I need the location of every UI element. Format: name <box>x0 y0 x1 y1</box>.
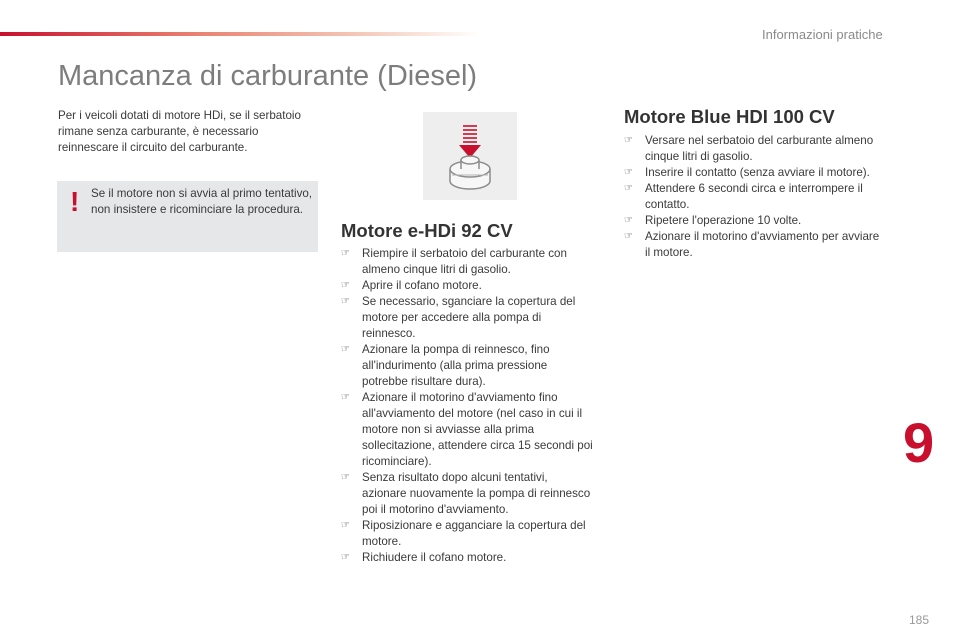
pointing-hand-icon: ☞ <box>624 183 633 194</box>
list-item <box>624 133 886 165</box>
page-title: Mancanza di carburante (Diesel) <box>58 60 478 92</box>
list-item <box>624 181 886 213</box>
list-item <box>624 229 886 261</box>
chapter-number: 9 <box>903 411 935 474</box>
pointing-hand-icon: ☞ <box>341 472 350 483</box>
pointing-hand-icon: ☞ <box>341 392 350 403</box>
section-heading-bluehdi: Motore Blue HDI 100 CV <box>624 106 835 127</box>
top-accent-bar <box>0 32 480 36</box>
list-item <box>341 470 595 518</box>
step-text: Senza risultato dopo alcuni tentativi, azionare nuovamente la pompa di reinnesco poi il motorino d'avviamento. <box>362 471 591 516</box>
section-label: Informazioni pratiche <box>762 27 883 42</box>
step-text: Azionare la pompa di reinnesco, fino all'indurimento (alla prima pressione potrebbe risultare dura). <box>362 343 550 388</box>
list-item <box>341 342 595 390</box>
steps-list-ehdi <box>341 246 595 566</box>
intro-text: Per i veicoli dotati di motore HDi, se il serbatoio rimane senza carburante, è necessario reinnescare il circuito del carburante. <box>58 109 301 154</box>
pointing-hand-icon: ☞ <box>341 344 350 355</box>
list-item <box>624 165 886 181</box>
step-text: Riempire il serbatoio del carburante con almeno cinque litri di gasolio. <box>362 247 567 276</box>
step-text: Versare nel serbatoio del carburante almeno cinque litri di gasolio. <box>645 134 874 163</box>
warning-text: Se il motore non si avvia al primo tentativo, non insistere e ricominciare la procedura. <box>91 187 313 216</box>
step-text: Azionare il motorino d'avviamento per avviare il motore. <box>645 230 880 259</box>
priming-pump-illustration <box>423 112 517 200</box>
list-item <box>341 550 595 566</box>
page-number: 185 <box>909 613 930 627</box>
warning-icon: ! <box>70 186 80 217</box>
pointing-hand-icon: ☞ <box>624 231 633 242</box>
pointing-hand-icon: ☞ <box>624 167 633 178</box>
step-text: Richiudere il cofano motore. <box>362 551 507 564</box>
list-item <box>341 278 595 294</box>
list-item <box>341 518 595 550</box>
step-text: Attendere 6 secondi circa e interrompere il contatto. <box>645 182 863 211</box>
pointing-hand-icon: ☞ <box>341 248 350 259</box>
list-item <box>341 294 595 342</box>
pointing-hand-icon: ☞ <box>341 296 350 307</box>
pointing-hand-icon: ☞ <box>341 280 350 291</box>
step-text: Azionare il motorino d'avviamento fino all'avviamento del motore (nel caso in cui il motore non si avviasse alla prima sollecitazione, attendere circa 15 secondi poi ricominciare). <box>362 391 593 468</box>
list-item <box>624 213 886 229</box>
step-text: Ripetere l'operazione 10 volte. <box>645 214 802 227</box>
pointing-hand-icon: ☞ <box>341 552 350 563</box>
pointing-hand-icon: ☞ <box>624 135 633 146</box>
warning-box <box>57 181 318 252</box>
step-text: Riposizionare e agganciare la copertura del motore. <box>362 519 586 548</box>
steps-list-bluehdi <box>624 133 886 261</box>
step-text: Inserire il contatto (senza avviare il motore). <box>645 166 870 179</box>
step-text: Aprire il cofano motore. <box>362 279 482 292</box>
pointing-hand-icon: ☞ <box>341 520 350 531</box>
step-text: Se necessario, sganciare la copertura del motore per accedere alla pompa di reinnesco. <box>362 295 576 340</box>
section-heading-ehdi: Motore e-HDi 92 CV <box>341 220 513 241</box>
list-item <box>341 246 595 278</box>
pointing-hand-icon: ☞ <box>624 215 633 226</box>
list-item <box>341 390 595 470</box>
